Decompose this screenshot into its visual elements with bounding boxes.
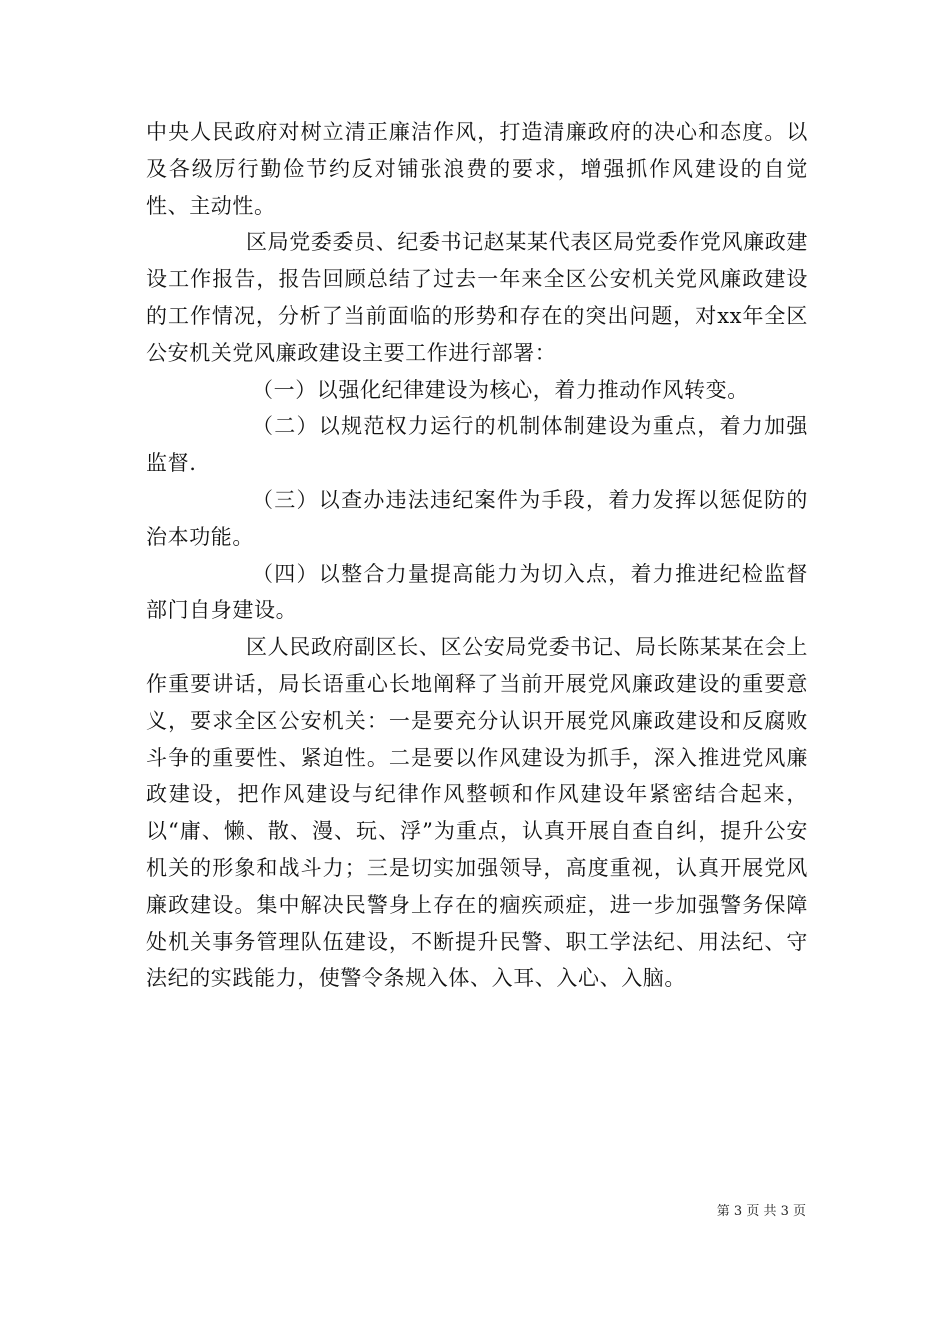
list-item-1: （一）以强化纪律建设为核心，着力推动作风转变。 xyxy=(252,377,749,402)
list-item-4: （四）以整合力量提高能力为切入点，着力推进纪检监督部门自身建设。 xyxy=(146,561,808,623)
list-item-2: （二）以规范权力运行的机制体制建设为重点，着力加强监督. xyxy=(146,414,808,476)
paragraph-report: 区局党委委员、纪委书记赵某某代表区局党委作党风廉政建设工作报告，报告回顾总结了过去一年来全区公安机关党风廉政建设的工作情况，分析了当前面临的形势和存在的突出问题，对xx年全区公安机关党风廉政建设主要工作进行部署： xyxy=(146,230,808,365)
document-body xyxy=(146,114,808,997)
page-number: 第 3 页 共 3 页 xyxy=(716,1204,806,1219)
paragraph-speech: 区人民政府副区长、区公安局党委书记、局长陈某某在会上作重要讲话，局长语重心长地阐释了当前开展党风廉政建设的重要意义，要求全区公安机关：一是要充分认识开展党风廉政建设和反腐败斗争的重要性、紧迫性。二是要以作风建设为抓手，深入推进党风廉政建设，把作风建设与纪律作风整顿和作风建设年紧密结合起来，以“庸、懒、散、漫、玩、浮”为重点，认真开展自查自纠，提升公安机关的形象和战斗力；三是切实加强领导，高度重视，认真开展党风廉政建设。集中解决民警身上存在的痼疾顽症，进一步加强警务保障处机关事务管理队伍建设，不断提升民警、职工学法纪、用法纪、守法纪的实践能力，使警令条规入体、入耳、入心、入脑。 xyxy=(146,635,808,991)
paragraph-continued: 中央人民政府对树立清正廉洁作风，打造清廉政府的决心和态度。以及各级厉行勤俭节约反对铺张浪费的要求，增强抓作风建设的自觉性、主动性。 xyxy=(146,120,808,218)
list-item-3: （三）以查办违法违纪案件为手段，着力发挥以惩促防的治本功能。 xyxy=(146,487,808,549)
